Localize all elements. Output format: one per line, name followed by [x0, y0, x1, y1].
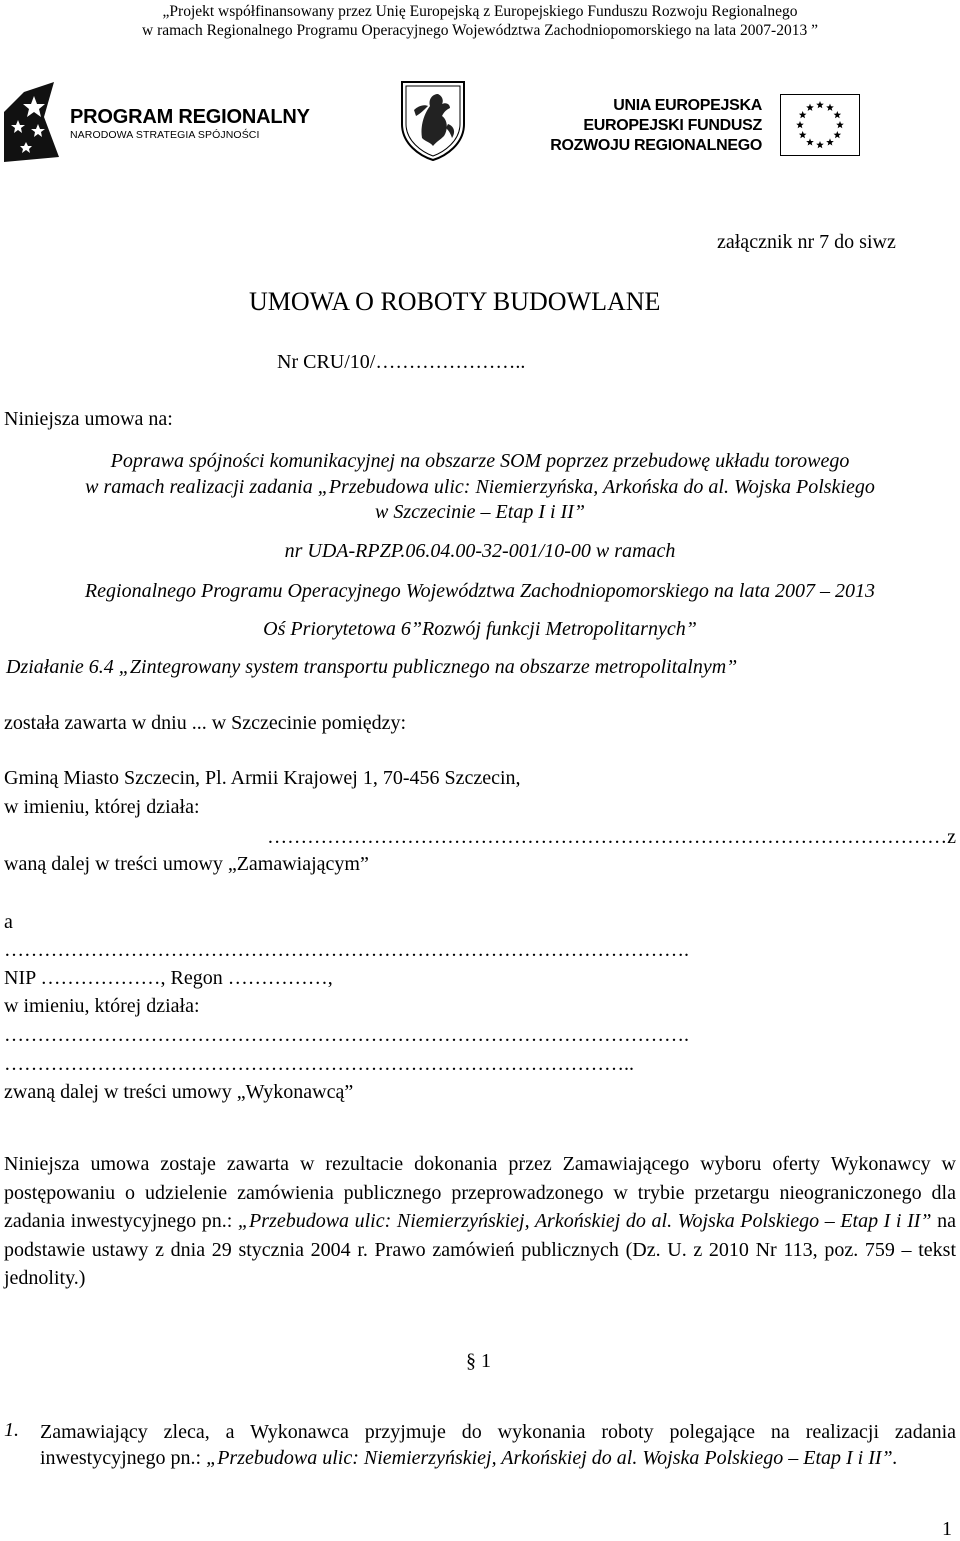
party1-line-3: …………………………………………………………………………………………z: [267, 826, 956, 848]
program-regionalny-title: PROGRAM REGIONALNY: [70, 106, 310, 128]
eu-star-icon: [796, 121, 804, 128]
item1-body: Zamawiający zleca, a Wykonawca przyjmuje do wykonania roboty polegające na realizacji zadania inwestycyjnego pn.:: [40, 1421, 956, 1469]
eu-line-3: ROZWOJU REGIONALNEGO: [550, 137, 762, 154]
program-regionalny-logo: [4, 82, 310, 162]
page-number: 1: [942, 1518, 952, 1540]
party2-line-7: zwaną dalej w treści umowy „Wykonawcą”: [4, 1081, 354, 1103]
concluded-line: została zawarta w dniu ... w Szczecinie pomiędzy:: [4, 712, 407, 734]
eu-star-icon: [836, 121, 844, 128]
subject-line-4: nr UDA-RPZP.06.04.00-32-001/10-00 w ramach: [284, 540, 676, 562]
party2-line-3: NIP ………………, Regon ……………,: [4, 967, 333, 989]
eu-star-icon: [834, 111, 842, 118]
coat-of-arms-icon: [400, 80, 466, 162]
intro-paragraph: [4, 1150, 956, 1293]
party2-line-4: w imieniu, której działa:: [4, 995, 200, 1017]
item1-task-name: „Przebudowa ulic: Niemierzyńskiej, Arkońskiej do al. Wojska Polskiego – Etap I i II”.: [206, 1447, 898, 1469]
party2-line-6: …………………………………………………………………………………..: [4, 1053, 634, 1075]
attachment-note: załącznik nr 7 do siwz: [717, 231, 896, 253]
subject-line-2: w ramach realizacji zadania „Przebudowa ulic: Niemierzyńska, Arkońska do al. Wojska Polskiego: [85, 476, 875, 498]
party2-line-5: ………………………………………………………………………………………….: [4, 1024, 689, 1046]
intro-label: Niniejsza umowa na:: [4, 408, 173, 430]
stars-emblem-icon: [4, 82, 64, 162]
party2-line-1: a: [4, 911, 13, 933]
eu-star-icon: [806, 138, 814, 145]
program-regionalny-subtitle: NARODOWA STRATEGIA SPÓJNOŚCI: [70, 129, 260, 141]
document-title: UMOWA O ROBOTY BUDOWLANE: [249, 287, 661, 316]
header-line-1: „Projekt współfinansowany przez Unię Europejską z Europejskiego Funduszu Rozwoju Regionalnego: [162, 3, 798, 20]
subject-line-3: w Szczecinie – Etap I i II”: [375, 501, 585, 523]
party1-line-4: waną dalej w treści umowy „Zamawiającym”: [4, 853, 369, 875]
eu-line-2: EUROPEJSKI FUNDUSZ: [583, 117, 762, 134]
eu-line-1: UNIA EUROPEJSKA: [613, 97, 762, 114]
header-line-2: w ramach Regionalnego Programu Operacyjnego Województwa Zachodniopomorskiego na lata 2007-2013 ”: [142, 22, 818, 39]
section-heading: § 1: [466, 1350, 491, 1372]
intro-paragraph-tail: na podstawie ustawy z dnia 29 stycznia 2004 r. Prawo zamówień publicznych (Dz. U. z 2010 Nr 113, poz. 759 – tekst jednolity.): [4, 1210, 956, 1289]
eu-fund-logo: [540, 92, 870, 162]
eu-star-icon: [816, 101, 824, 108]
subject-line-6: Oś Priorytetowa 6”Rozwój funkcji Metropolitarnych”: [263, 618, 697, 640]
item1-number: 1.: [4, 1419, 19, 1441]
item1-text: [40, 1419, 956, 1471]
eu-star-icon: [799, 131, 807, 138]
eu-flag-icon: [780, 94, 860, 156]
eu-star-icon: [799, 111, 807, 118]
contract-number: Nr CRU/10/…………………..: [277, 351, 526, 373]
eu-star-icon: [826, 138, 834, 145]
eu-star-icon: [834, 131, 842, 138]
eu-fund-text: [540, 96, 762, 156]
document-header: [0, 2, 960, 40]
party1-line-1: Gminą Miasto Szczecin, Pl. Armii Krajowej 1, 70-456 Szczecin,: [4, 767, 521, 789]
eu-star-icon: [806, 104, 814, 111]
party2-line-2: ………………………………………………………………………………………….: [4, 939, 689, 961]
eu-star-icon: [816, 141, 824, 148]
party1-line-2: w imieniu, której działa:: [4, 796, 200, 818]
subject-line-5: Regionalnego Programu Operacyjnego Województwa Zachodniopomorskiego na lata 2007 – 2013: [84, 580, 876, 602]
eu-star-icon: [826, 104, 834, 111]
intro-paragraph-task-name: „Przebudowa ulic: Niemierzyńskiej, Arkońskiej do al. Wojska Polskiego – Etap I i II”: [237, 1210, 932, 1232]
intro-paragraph-text: Niniejsza umowa zostaje zawarta w rezultacie dokonania przez Zamawiającego wyboru oferty Wykonawcy w postępowaniu o udzielenie zamówienia publicznego przeprowadzonego w trybie przetargu nieograniczonego dla zadania inwestycyjnego pn.:: [4, 1153, 956, 1232]
subject-line-7: Działanie 6.4 „Zintegrowany system transportu publicznego na obszarze metropolitalnym”: [6, 656, 738, 678]
subject-line-1: Poprawa spójności komunikacyjnej na obszarze SOM poprzez przebudowę układu torowego: [110, 450, 850, 472]
